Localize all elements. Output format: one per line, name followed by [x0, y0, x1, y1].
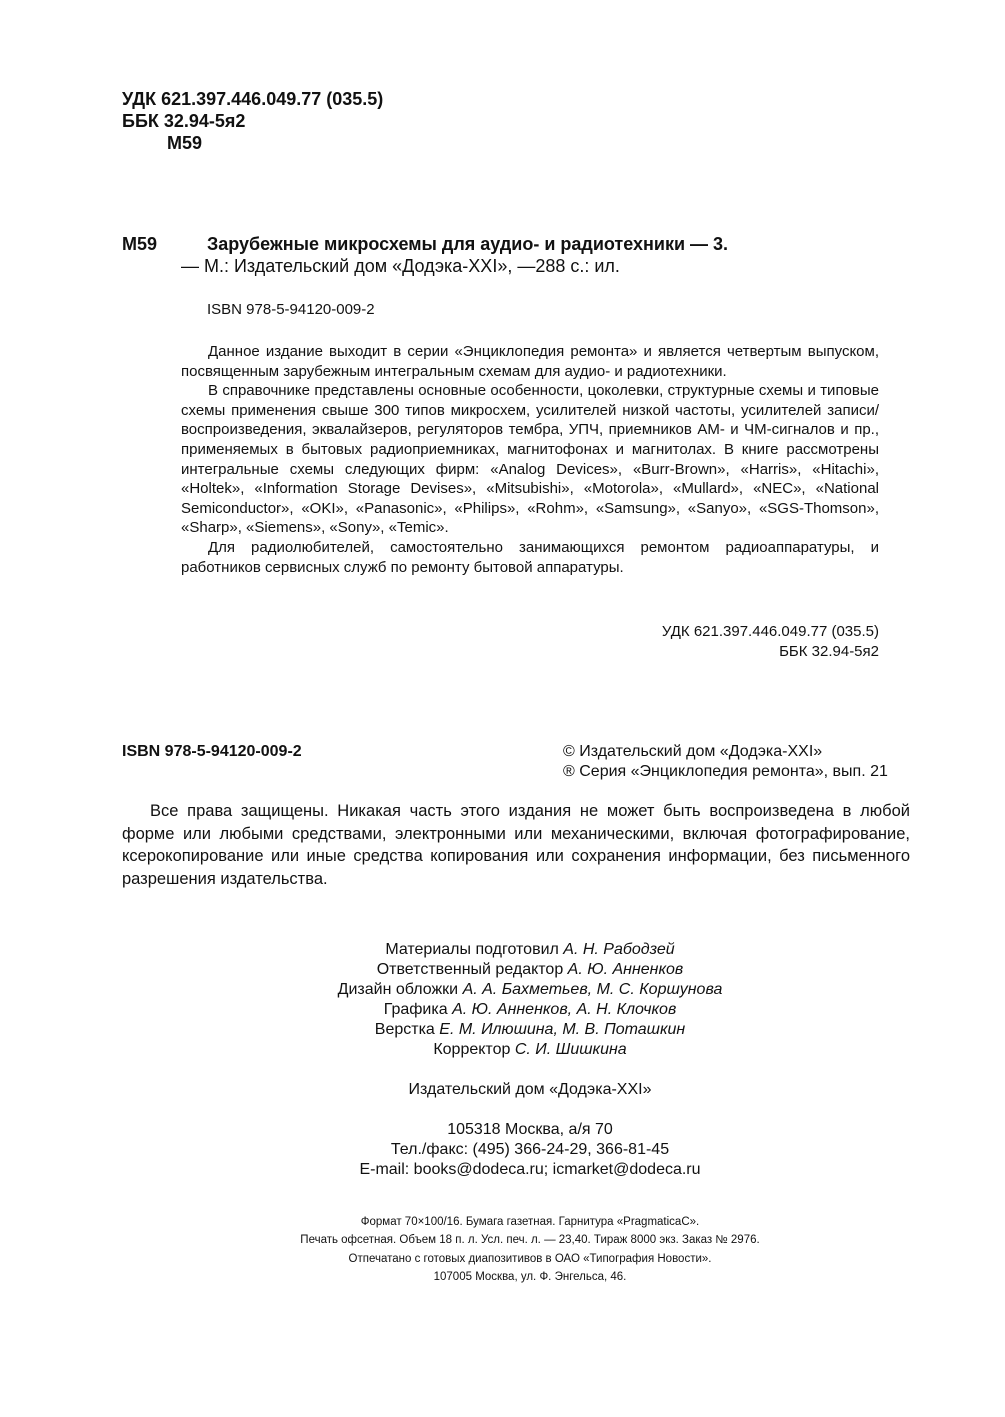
book-title: Зарубежные микросхемы для аудио- и радиотехники — 3.	[207, 234, 729, 254]
publisher-phone: Тел./факс: (495) 366-24-29, 366-81-45	[390, 1141, 670, 1158]
copyright-publisher: © Издательский дом «Додэка-XXI»	[563, 743, 823, 760]
rights-notice: Все права защищены. Никакая часть этого издания не может быть воспроизведена в любой форме или любыми средствами, электронными или механическими, включая фотографирование, ксерокопирование или иные средства копирования или сохранения информации, без письменного разрешения издательства.	[122, 802, 910, 888]
copyright-lines	[563, 742, 888, 782]
credit-line	[200, 940, 860, 960]
credit-names: С. И. Шишкина	[514, 1041, 627, 1058]
colophon-line: Формат 70×100/16. Бумага газетная. Гарнитура «PragmaticaC».	[360, 1216, 700, 1228]
entry-code: М59	[122, 234, 158, 254]
credit-role: Ответственный редактор	[376, 961, 564, 978]
credit-names: А. Н. Рабодзей	[563, 941, 675, 958]
annotation-udk: УДК 621.397.446.049.77 (035.5)	[661, 623, 879, 640]
entry-isbn: ISBN 978-5-94120-009-2	[207, 301, 375, 318]
annotation	[181, 342, 879, 577]
udk-code: УДК 621.397.446.049.77 (035.5)	[122, 89, 384, 109]
credit-names: Е. М. Илюшина, М. В. Поташкин	[439, 1021, 686, 1038]
annotation-paragraph: Для радиолюбителей, самостоятельно занимающихся ремонтом радиоаппаратуры, и работников сервисных служб по ремонту бытовой аппаратуры.	[181, 538, 879, 576]
colophon-line: Отпечатано с готовых диапозитивов в ОАО «Типография Новости».	[348, 1252, 712, 1265]
publisher-contacts	[200, 1120, 860, 1180]
credit-role: Верстка	[374, 1021, 435, 1038]
credit-line	[200, 980, 860, 1000]
publisher-name: Издательский дом «Додэка-XXI»	[408, 1081, 652, 1098]
credit-names: А. Ю. Анненков	[567, 961, 684, 978]
author-mark: М59	[167, 133, 203, 153]
colophon-line: Печать офсетная. Объем 18 п. л. Усл. печ. л. — 23,40. Тираж 8000 экз. Заказ № 2976.	[300, 1234, 760, 1247]
credit-names: А. Ю. Анненков, А. Н. Клочков	[452, 1001, 677, 1018]
credit-role: Графика	[383, 1001, 448, 1018]
annotation-classification	[500, 622, 879, 661]
annotation-paragraph: В справочнике представлены основные особенности, цоколевки, структурные схемы и типовые схемы применения свыше 300 типов микросхем, усилителей низкой частоты, усилителей записи/воспроизведения, эквалайзеров, регуляторов тембра, УПЧ, приемников АМ- и ЧМ-сигналов и пр., применяемых в бытовых радиоприемниках, магнитофонах и магнитолах. В книге рассмотрены интегральные схемы следующих фирм: «Analog Devices», «Burr-Brown», «Harris», «Hitachi», «Holtek», «Information Storage Devises», «Mitsubishi», «Motorola», «Mullard», «NEC», «National Semiconductor», «OKI», «Panasonic», «Philips», «Rohm», «Samsung», «Sanyo», «SGS-Thomson», «Sharp», «Siemens», «Sony», «Temic».	[181, 382, 879, 537]
credit-role: Корректор	[433, 1041, 511, 1058]
credit-role: Дизайн обложки	[337, 981, 459, 998]
publisher-email: E-mail: books@dodeca.ru; icmarket@dodeca.ru	[359, 1161, 701, 1178]
imprint: — М.: Издательский дом «Додэка-XXI», —288 с.: ил.	[181, 256, 620, 276]
credit-line	[200, 960, 860, 980]
credits	[200, 940, 860, 1060]
credit-names: А. А. Бахметьев, М. С. Коршунова	[462, 981, 723, 998]
classification-header	[122, 88, 383, 154]
credit-line	[200, 1000, 860, 1020]
copyright-series: ® Серия «Энциклопедия ремонта», вып. 21	[563, 763, 888, 780]
credit-role: Материалы подготовил	[385, 941, 559, 958]
annotation-paragraph: Данное издание выходит в серии «Энциклопедия ремонта» и является четвертым выпуском, посвященным зарубежным интегральным схемам для аудио- и радиотехники.	[181, 343, 879, 380]
bbk-code: ББК 32.94-5я2	[122, 111, 246, 131]
credit-line	[200, 1040, 860, 1060]
publisher-address: 105318 Москва, а/я 70	[447, 1121, 613, 1138]
annotation-bbk: ББК 32.94-5я2	[779, 642, 879, 660]
colophon-line: 107005 Москва, ул. Ф. Энгельса, 46.	[433, 1270, 627, 1283]
colophon	[200, 1213, 860, 1286]
isbn-bold: ISBN 978-5-94120-009-2	[122, 743, 302, 760]
credit-line	[200, 1020, 860, 1040]
